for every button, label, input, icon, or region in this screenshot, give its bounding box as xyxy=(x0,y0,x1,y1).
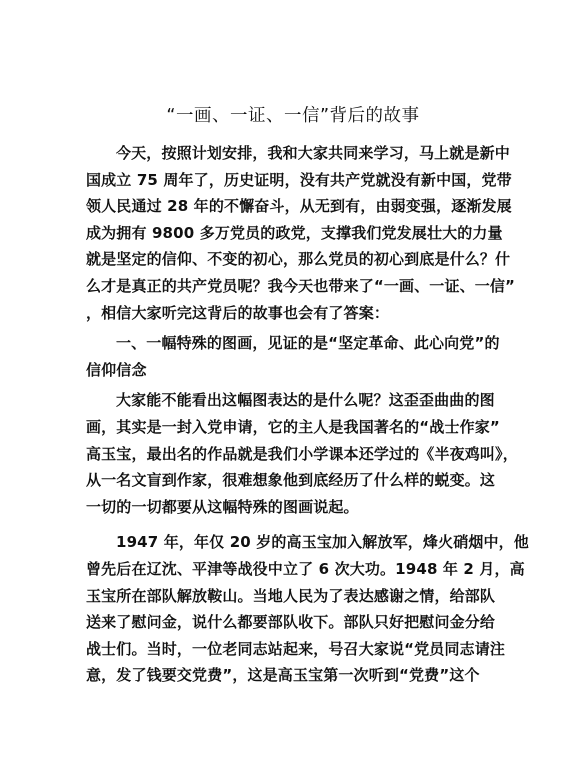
paragraph-line: 送来了慰问金，说什么都要部队收下。部队只好把慰问金分给 xyxy=(86,613,496,632)
document-body xyxy=(86,140,529,689)
paragraph-line: 1947 年，年仅 20 岁的高玉宝加入解放军，烽火硝烟中，他 xyxy=(116,533,529,552)
paragraph-line: 曾先后在辽沈、平津等战役中立了 6 次大功。1948 年 2 月，高 xyxy=(86,559,525,578)
paragraph-line: ，相信大家听完这背后的故事也会有了答案： xyxy=(86,303,390,322)
document-title: “一画、一证、一信”背后的故事 xyxy=(166,106,420,126)
paragraph-intro xyxy=(86,140,516,326)
paragraph-line: 领人民通过 28 年的不懈奋斗，从无到有，由弱变强，逐渐发展 xyxy=(86,197,512,216)
paragraph-line: 一切的一切都要从这幅特殊的图画说起。 xyxy=(86,497,359,516)
paragraph-line: 大家能不能看出这幅图表达的是什么呢？这歪歪曲曲的图 xyxy=(116,391,495,410)
paragraph-line: 战士们。当时，一位老同志站起来，号召大家说“党员同志请注 xyxy=(86,639,506,658)
paragraph-line: 画，其实是一封入党申请，它的主人是我国著名的“战士作家” xyxy=(86,417,500,436)
paragraph-painting xyxy=(86,387,518,520)
section-heading xyxy=(86,330,501,383)
paragraph-line: 玉宝所在部队解放鞍山。当地人民为了表达感谢之情，给部队 xyxy=(86,586,496,605)
paragraph-line: 就是坚定的信仰、不变的初心，那么党员的初心到底是什么？什 xyxy=(86,250,511,269)
heading-line: 一、一幅特殊的图画，见证的是“坚定革命、此心向党”的 xyxy=(116,334,500,353)
paragraph-line: 从一名文盲到作家，很难想象他到底经历了什么样的蜕变。这 xyxy=(86,471,496,490)
paragraph-line: 国成立 75 周年了，历史证明，没有共产党就没有新中国，党带 xyxy=(86,170,512,189)
paragraph-line: 么才是真正的共产党员呢？我今天也带来了“一画、一证、一信” xyxy=(86,276,516,295)
paragraph-line: 今天，按照计划安排，我和大家共同来学习，马上就是新中 xyxy=(116,144,510,162)
paragraph-history xyxy=(86,529,529,689)
paragraph-line: 高玉宝，最出名的作品就是我们小学课本还学过的《半夜鸡叫》， xyxy=(86,444,518,463)
heading-line: 信仰信念 xyxy=(86,360,147,379)
paragraph-line: 成为拥有 9800 多万党员的政党，支撑我们党发展壮大的力量 xyxy=(86,223,503,242)
paragraph-line: 意，发了钱要交党费”，这是高玉宝第一次听到“党费”这个 xyxy=(86,666,480,685)
